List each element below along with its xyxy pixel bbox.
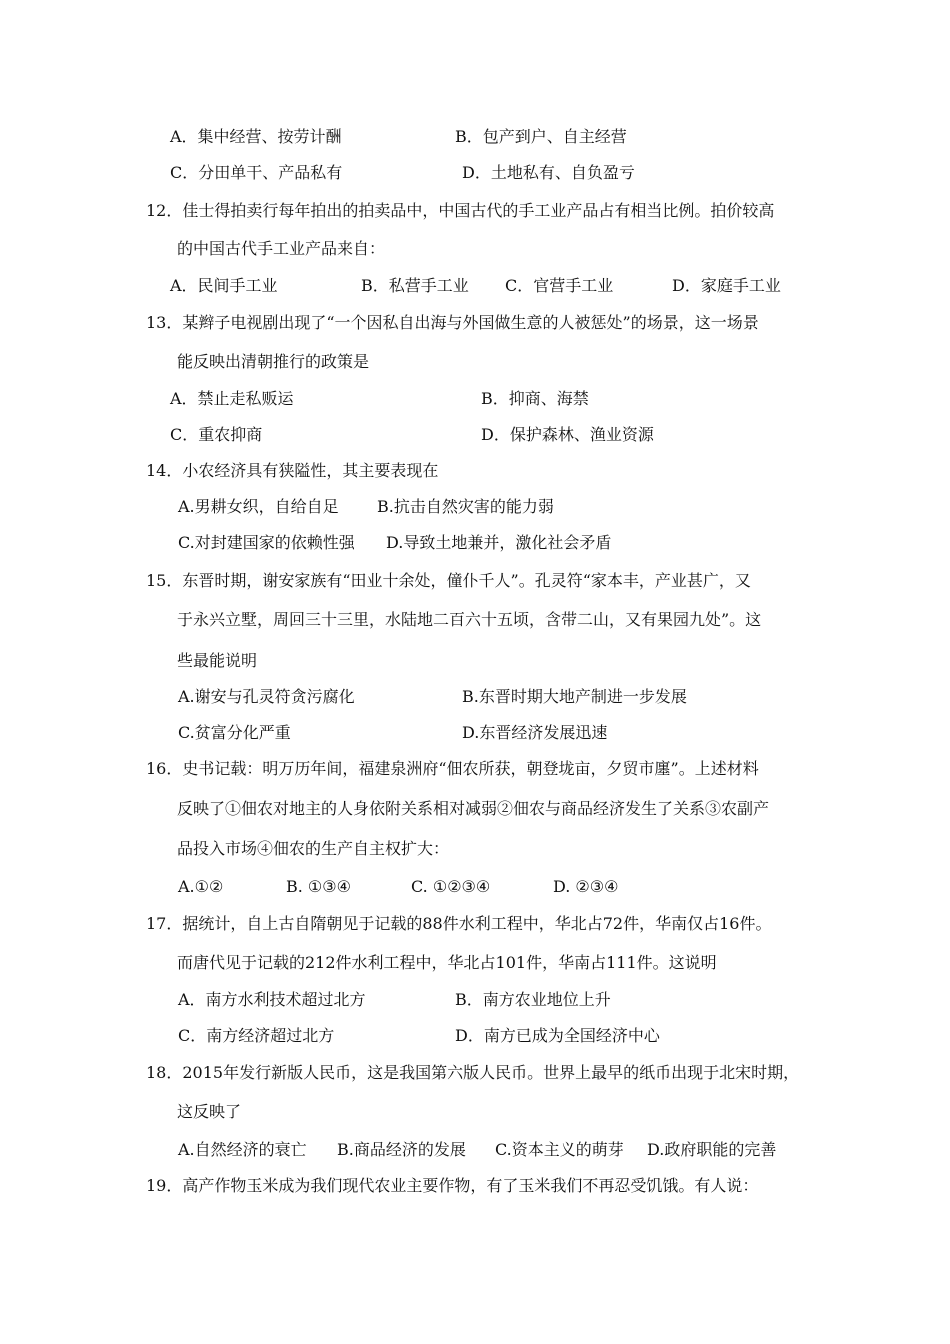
q11-option-c: C．分田单干、产品私有 (170, 163, 343, 182)
q13-option-b: B．抑商、海禁 (481, 389, 589, 408)
q13-stem-line1: 13．某辫子电视剧出现了“一个因私自出海与外国做生意的人被惩处”的场景，这一场景 (146, 313, 759, 332)
q14-option-d: D.导致土地兼并，激化社会矛盾 (386, 533, 612, 552)
q18-option-c: C.资本主义的萌芽 (495, 1140, 624, 1159)
q11-option-a: A．集中经营、按劳计酬 (170, 127, 342, 146)
q12-option-d: D．家庭手工业 (672, 276, 781, 295)
q14-stem-line1: 14．小农经济具有狭隘性，其主要表现在 (146, 461, 439, 480)
q18-option-a: A.自然经济的衰亡 (178, 1140, 307, 1159)
q13-stem-line2: 能反映出清朝推行的政策是 (177, 352, 370, 371)
q12-stem-line2: 的中国古代手工业产品来自： (177, 239, 386, 258)
q16-option-b: B. ①③④ (286, 877, 351, 896)
q14-option-b: B.抗击自然灾害的能力弱 (377, 497, 554, 516)
q13-option-d: D．保护森林、渔业资源 (481, 425, 654, 444)
q17-option-a: A．南方水利技术超过北方 (178, 990, 366, 1009)
q17-option-d: D．南方已成为全国经济中心 (455, 1026, 660, 1045)
q12-option-c: C．官营手工业 (505, 276, 614, 295)
q16-option-c: C. ①②③④ (411, 877, 491, 896)
q17-option-b: B．南方农业地位上升 (455, 990, 611, 1009)
q16-stem-line1: 16．史书记载：明万历年间，福建泉洲府“佃农所获，朝登垅亩，夕贸市廛”。上述材料 (146, 759, 759, 778)
q12-option-b: B．私营手工业 (361, 276, 469, 295)
q17-stem-line1: 17．据统计，自上古自隋朝见于记载的88件水利工程中，华北占72件，华南仅占16件。 (146, 914, 772, 933)
q19-stem-line1: 19．高产作物玉米成为我们现代农业主要作物，有了玉米我们不再忍受饥饿。有人说： (146, 1176, 759, 1195)
q15-option-d: D.东晋经济发展迅速 (462, 723, 608, 742)
q15-stem-line2: 于永兴立墅，周回三十三里，水陆地二百六十五顷，含带二山，又有果园九处”。这 (177, 610, 762, 629)
q11-option-b: B．包产到户、自主经营 (455, 127, 627, 146)
q16-stem-line3: 品投入市场④佃农的生产自主权扩大： (177, 839, 450, 858)
q14-option-a: A.男耕女织，自给自足 (178, 497, 339, 516)
q18-option-d: D.政府职能的完善 (647, 1140, 777, 1159)
q11-option-d: D．土地私有、自负盈亏 (462, 163, 635, 182)
q18-option-b: B.商品经济的发展 (337, 1140, 466, 1159)
q15-option-c: C.贫富分化严重 (178, 723, 291, 742)
q13-option-a: A．禁止走私贩运 (170, 389, 294, 408)
q15-stem-line3: 些最能说明 (177, 651, 258, 670)
q15-option-b: B.东晋时期大地产制进一步发展 (462, 687, 687, 706)
q16-option-d: D. ②③④ (553, 877, 619, 896)
q18-stem-line1: 18．2015年发行新版人民币，这是我国第六版人民币。世界上最早的纸币出现于北宋时期， (146, 1063, 800, 1082)
q16-stem-line2: 反映了①佃农对地主的人身依附关系相对减弱②佃农与商品经济发生了关系③农副产 (177, 799, 770, 818)
q12-option-a: A．民间手工业 (170, 276, 278, 295)
q12-stem-line1: 12．佳士得拍卖行每年拍出的拍卖品中，中国古代的手工业产品占有相当比例。拍价较高 (146, 201, 775, 220)
q16-option-a: A.①② (178, 877, 224, 896)
q18-stem-line2: 这反映了 (177, 1102, 242, 1121)
q17-option-c: C．南方经济超过北方 (178, 1026, 335, 1045)
q15-stem-line1: 15．东晋时期，谢安家族有“田业十余处，僮仆千人”。孔灵符“家本丰，产业甚广，又 (146, 571, 751, 590)
q17-stem-line2: 而唐代见于记载的212件水利工程中，华北占101件，华南占111件。这说明 (177, 953, 717, 972)
q14-option-c: C.对封建国家的依赖性强 (178, 533, 355, 552)
q15-option-a: A.谢安与孔灵符贪污腐化 (178, 687, 355, 706)
q13-option-c: C．重农抑商 (170, 425, 263, 444)
